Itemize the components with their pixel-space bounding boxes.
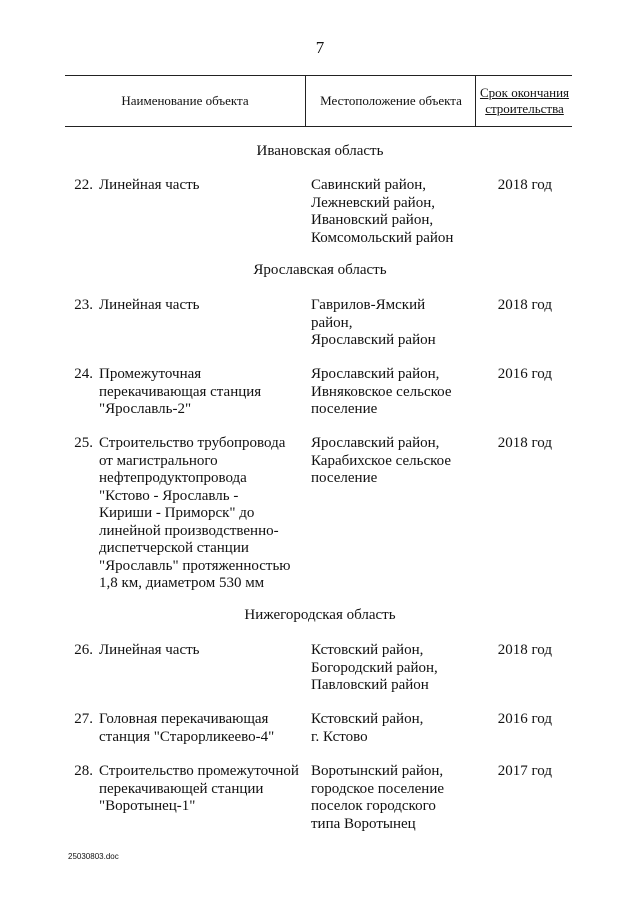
completion-year: 2018 год <box>497 435 552 451</box>
object-name: Строительство промежуточной перекачивающей станции "Воротынец-1" <box>99 763 299 814</box>
header-location-column: Местоположение объекта <box>305 76 476 126</box>
table-header <box>65 75 572 127</box>
object-location: Гаврилов-Ямский район, Ярославский район <box>311 297 436 348</box>
row-number: 25. <box>74 435 93 451</box>
row-number: 26. <box>74 642 93 658</box>
object-name: Промежуточная перекачивающая станция "Ярославль-2" <box>99 366 262 417</box>
completion-year: 2016 год <box>497 366 552 382</box>
section-title-nizhny-novgorod: Нижегородская область <box>244 607 396 623</box>
object-name: Головная перекачивающая станция "Старорликеево-4" <box>99 711 275 745</box>
object-location: Савинский район, Лежневский район, Ивановский район, Комсомольский район <box>311 177 454 246</box>
object-location: Ярославский район, Ивняковское сельское поселение <box>311 366 452 417</box>
row-number: 24. <box>74 366 93 382</box>
section-title-ivanovo: Ивановская область <box>256 143 384 159</box>
row-number: 22. <box>74 177 93 193</box>
completion-year: 2017 год <box>497 763 552 779</box>
object-location: Кстовский район, г. Кстово <box>311 711 424 745</box>
row-number: 27. <box>74 711 93 727</box>
object-name: Линейная часть <box>99 642 200 658</box>
object-name: Линейная часть <box>99 297 200 313</box>
header-term-column: Срок окончания строительства <box>475 76 573 126</box>
object-location: Кстовский район, Богородский район, Павловский район <box>311 642 438 693</box>
completion-year: 2016 год <box>497 711 552 727</box>
section-title-yaroslavl: Ярославская область <box>253 262 387 278</box>
row-number: 28. <box>74 763 93 779</box>
object-name: Строительство трубопровода от магистрального нефтепродуктопровода "Кстово - Ярославль - Кириши - Приморск" до линейной производственно- диспетчерской станции "Ярославль" протяженностью 1,8 км, диаметром 530 мм <box>99 435 291 591</box>
completion-year: 2018 год <box>497 642 552 658</box>
document-filename: 25030803.doc <box>68 852 119 861</box>
row-number: 23. <box>74 297 93 313</box>
page-number: 7 <box>315 38 325 57</box>
header-name-column: Наименование объекта <box>121 93 249 108</box>
completion-year: 2018 год <box>497 177 552 193</box>
object-location: Ярославский район, Карабихское сельское поселение <box>311 435 451 486</box>
completion-year: 2018 год <box>497 297 552 313</box>
object-location: Воротынский район, городское поселение поселок городского типа Воротынец <box>311 763 445 832</box>
object-name: Линейная часть <box>99 177 200 193</box>
